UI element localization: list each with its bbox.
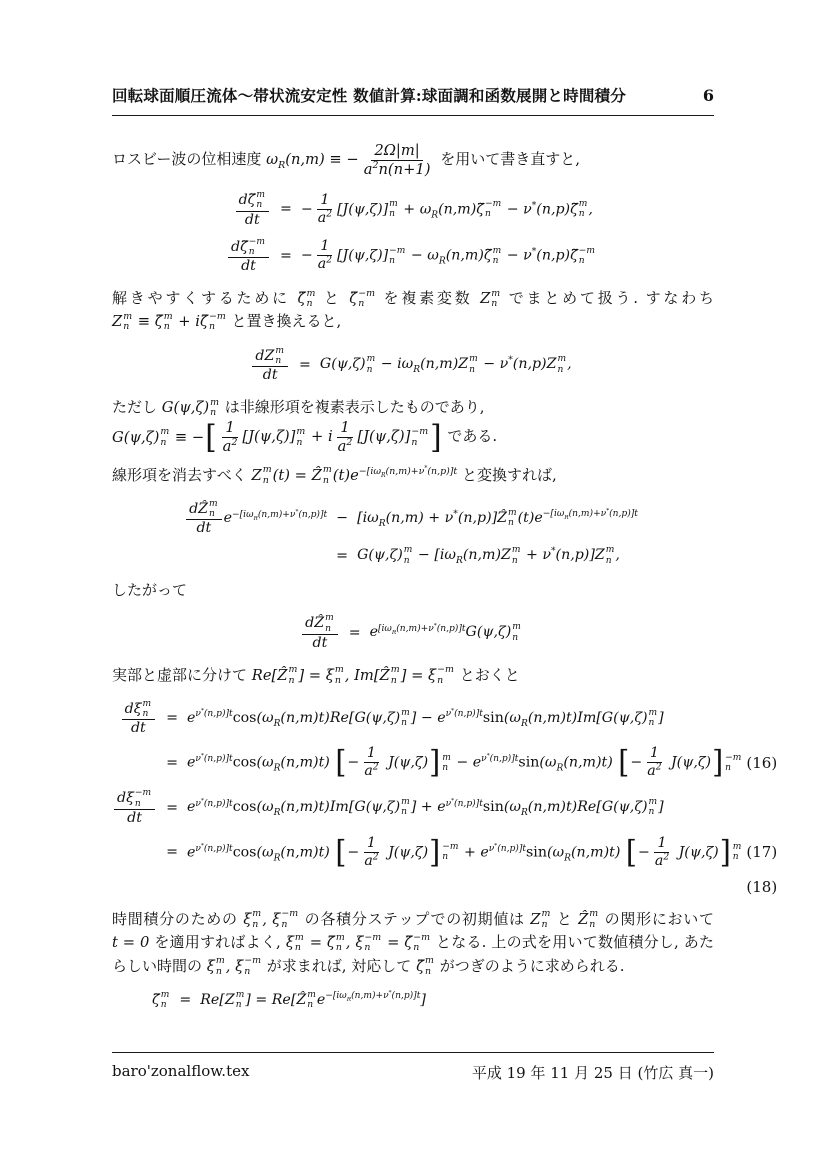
text-run: 実部と虚部に分けて bbox=[112, 665, 252, 684]
eq-rel: = bbox=[279, 247, 292, 264]
eq-lhs bbox=[112, 874, 157, 900]
eq-rel: = bbox=[166, 710, 179, 727]
equation-number bbox=[596, 186, 600, 232]
eq-lhs bbox=[184, 541, 327, 570]
equation-row bbox=[112, 784, 777, 830]
equation-table bbox=[152, 986, 430, 1014]
paragraph-time-integration bbox=[112, 908, 714, 978]
eq-rhs: $e^{\nu^*(n,p)]t}\cos(\omega_R(n,m)t)$ [ − $\frac{1}{a^2}$ J(ψ,ζ) ] m n − $e^{\nu^*(n,p)]t}\sin(\omega_R(n,m)t)$ [ − $\frac{1}{a^2}$ J(ψ,ζ) ] −m n bbox=[187, 744, 742, 781]
footer-filename: baro'zonalflow.tex bbox=[112, 1062, 250, 1080]
text-run: と置き換えると, bbox=[226, 312, 342, 331]
paragraph-complex-variable bbox=[112, 287, 714, 334]
text-run: でまとめて扱う. すなわち bbox=[501, 289, 714, 308]
text-run: と変換すれば, bbox=[457, 465, 557, 484]
text-run: がつぎのように求められる. bbox=[434, 956, 625, 975]
eq-lhs bbox=[112, 831, 157, 874]
eq-rel: − bbox=[336, 510, 349, 527]
equation-number: (17) bbox=[746, 843, 778, 862]
page-footer bbox=[112, 1052, 714, 1083]
paragraph-rossby-phase-speed bbox=[112, 142, 714, 178]
text-run: を複素変数 bbox=[376, 289, 481, 308]
inline-math: Z m n ≡ ζ̃ m n + iζ̃ −m n bbox=[112, 310, 226, 333]
eq-rel: = bbox=[336, 547, 349, 564]
eq-rhs: Re[Z m n ] = Re[Ẑ m n $e^{-[i\omega_R(n,m)+\nu^*(n,p)]t}$] bbox=[200, 989, 426, 1011]
inline-math: Z m n bbox=[530, 908, 551, 930]
eq-lhs: dζ̃ m n dt bbox=[226, 186, 271, 232]
text-run: ただし bbox=[112, 398, 162, 417]
equation-number bbox=[742, 695, 777, 741]
inline-math: $\omega_R(n,m)$ ≡ − $\frac{2\Omega|m|}{a^2n(n+1)}$ bbox=[266, 142, 431, 178]
paragraph-real-imaginary bbox=[112, 664, 714, 687]
inline-math: G(ψ,ζ) m n bbox=[161, 396, 220, 419]
eq-rel: = bbox=[298, 356, 311, 373]
text-run: 時間積分のための bbox=[112, 909, 244, 928]
inline-math: ξ m n , ξ −m n bbox=[206, 955, 261, 977]
eq-lhs: dζ̃ −m n dt bbox=[226, 233, 271, 279]
equation-table bbox=[184, 495, 642, 570]
equation-row bbox=[226, 233, 600, 279]
eq-rhs: − $\frac{1}{a^2}$ [J(ψ,ζ)] −m n − $\omega_R(n,m)\zetã$ m n − ν*(n,p)ζ̃ −m n bbox=[300, 238, 596, 273]
equation-row bbox=[112, 741, 777, 784]
equation-table bbox=[250, 342, 575, 388]
equation-number bbox=[596, 233, 600, 279]
eq-rhs: − $\frac{1}{a^2}$ [J(ψ,ζ)] m n + $\omega_R(n,m)\zetã$ −m n − ν*(n,p)ζ̃ m n , bbox=[300, 191, 593, 226]
text-run: と bbox=[316, 289, 350, 308]
equation-number bbox=[426, 986, 430, 1014]
inline-math: t = 0 bbox=[112, 934, 150, 952]
equation-zeta-recovery bbox=[112, 986, 714, 1014]
equation-vorticity-pair bbox=[112, 186, 714, 279]
inline-math: Re[Ẑ m n ] = ξ m n , Im[Ẑ m n ] = ξ −m n bbox=[251, 664, 454, 686]
equation-row bbox=[300, 609, 526, 655]
text-run: である. bbox=[442, 427, 498, 446]
eq-rhs: $e^{\nu^*(n,p)]t}\cos(\omega_R(n,m)t)Im[G(\psi,\zeta)$ m n ] + $e^{\nu^*(n,p)]t}\sin(\omega_R(n,m)t)Re[G(\psi,\zeta)$ m n ] bbox=[187, 797, 664, 819]
paragraph-G-definition bbox=[112, 396, 714, 456]
eq-lhs: dξ −m n dt bbox=[112, 784, 157, 830]
equation-Zhat-evolution bbox=[112, 609, 714, 655]
equation-Zhat-derivation bbox=[112, 495, 714, 570]
paragraph-therefore bbox=[112, 579, 714, 602]
text-run: とおくと bbox=[454, 665, 520, 684]
paragraph-transform bbox=[112, 464, 714, 487]
text-run: したがって bbox=[112, 580, 188, 599]
eq-lhs: dẐ m n dt bbox=[300, 609, 340, 655]
equation-row bbox=[152, 986, 430, 1014]
text-run: と bbox=[551, 909, 579, 928]
equation-table bbox=[226, 186, 600, 279]
eq-rel: = bbox=[166, 754, 179, 771]
equation-row bbox=[184, 495, 642, 541]
equation-number bbox=[638, 495, 642, 541]
equation-row bbox=[250, 342, 575, 388]
equation-table bbox=[112, 695, 777, 900]
text-run: の各積分ステップでの初期値は bbox=[299, 909, 531, 928]
equation-row bbox=[112, 874, 777, 900]
eq-lhs: dZ m n dt bbox=[250, 342, 290, 388]
page-header bbox=[112, 84, 714, 116]
eq-rhs: $e^{\nu^*(n,p)]t}\cos(\omega_R(n,m)t)Re[G(\psi,\zeta)$ m n ] − $e^{\nu^*(n,p)]t}\sin(\omega_R(n,m)t)Im[G(\psi,\zeta)$ m n ] bbox=[187, 707, 664, 729]
page-number: 6 bbox=[702, 86, 714, 105]
text-run: 線形項を消去すべく bbox=[112, 465, 252, 484]
eq-rel bbox=[157, 874, 187, 900]
eq-lhs bbox=[112, 741, 157, 784]
eq-lhs: dξ m n dt bbox=[112, 695, 157, 741]
equation-row bbox=[112, 695, 777, 741]
equation-Z-evolution bbox=[112, 342, 714, 388]
equation-table bbox=[300, 609, 526, 655]
inline-math: G(ψ,ζ) m n ≡ − [ $\frac{1}{a^2}$ [J(ψ,ζ)] m n + i $\frac{1}{a^2}$ [J(ψ,ζ)] −m n ] bbox=[112, 418, 442, 456]
text-run: を適用すればよく, bbox=[149, 933, 286, 952]
text-run: は非線形項を複素表示したものであり, bbox=[220, 398, 485, 417]
inline-math: ξ m n , ξ −m n bbox=[243, 908, 299, 930]
equation-number bbox=[572, 342, 576, 388]
inline-math: ζ̃ m n bbox=[416, 955, 434, 977]
equation-row bbox=[184, 541, 642, 570]
text-run: 解きやすくするために bbox=[112, 289, 298, 308]
equation-number bbox=[522, 609, 526, 655]
eq-rel: = bbox=[179, 992, 192, 1009]
equation-number: (18) bbox=[746, 877, 778, 896]
text-run: となる. 上の式を用いて数値積分し, あたらしい時間の bbox=[112, 933, 714, 975]
eq-rhs: $e^{[i\omega_R(n,m)+\nu^*(n,p)]t}G(\psi,\zeta)$ m n bbox=[369, 622, 521, 643]
page-title: 回転球面順圧流体〜帯状流安定性 数値計算:球面調和函数展開と時間積分 bbox=[112, 86, 626, 105]
eq-rel: = bbox=[348, 624, 361, 641]
eq-lhs: ζ̃ m n bbox=[152, 989, 170, 1011]
equation-row bbox=[226, 186, 600, 232]
eq-rel: = bbox=[166, 844, 179, 861]
inline-math: Z m n (t) = Ẑ m n $(t)e^{-[i\omega_R(n,m)+\nu^*(n,p)]t}$ bbox=[251, 464, 458, 486]
inline-math: ξ m n = ζ̃ m n , ξ −m n = ζ̃ −m n bbox=[285, 931, 431, 954]
equation-xi-system-16-17-18 bbox=[112, 695, 778, 900]
inline-math: ζ̃ −m n bbox=[349, 287, 375, 310]
text-run: ロスビー波の位相速度 bbox=[112, 150, 267, 169]
equation-row bbox=[112, 831, 777, 874]
inline-math: Z m n bbox=[480, 287, 501, 310]
eq-rel: = bbox=[166, 799, 179, 816]
footer-date: 平成 19 年 11 月 25 日 (竹広 真一) bbox=[471, 1064, 714, 1082]
equation-number: (16) bbox=[746, 753, 778, 772]
eq-rhs bbox=[187, 874, 742, 900]
text-run: の関形において bbox=[599, 909, 714, 928]
equation-number bbox=[638, 541, 642, 570]
equation-number bbox=[742, 784, 777, 830]
inline-math: ζ̃ m n bbox=[297, 287, 316, 310]
eq-lhs: dẐ m n dt $e^{-[i\omega_R(n,m)+\nu^*(n,p)]t}$ bbox=[184, 495, 327, 541]
text-run: を用いて書き直すと, bbox=[435, 150, 581, 169]
eq-rel: = bbox=[279, 201, 292, 218]
text-run: が求まれば, 対応して bbox=[262, 956, 417, 975]
eq-rhs: [$i\omega_R(n,m)$ + ν*(n,p)]Ẑ m n $(t)e^{-[i\omega_R(n,m)+\nu^*(n,p)]t}$ bbox=[357, 507, 638, 529]
eq-rhs: G(ψ,ζ) m n − [$i\omega_R(n,m)Z$ m n + ν*(n,p)]Z m n , bbox=[357, 545, 620, 567]
inline-math: Ẑ m n bbox=[578, 908, 599, 930]
eq-rhs: G(ψ,ζ) m n − $i\omega_R(n,m)Z$ m n − ν*(n,p)Z m n , bbox=[319, 354, 572, 376]
eq-rhs: $e^{\nu^*(n,p)]t}\cos(\omega_R(n,m)t)$ [ − $\frac{1}{a^2}$ J(ψ,ζ) ] −m n + $e^{\nu^*(n,p)]t}\sin(\omega_R(n,m)t)$ [ − $\frac{1}{a^2}$ J(ψ,ζ) ] m n bbox=[187, 834, 742, 870]
